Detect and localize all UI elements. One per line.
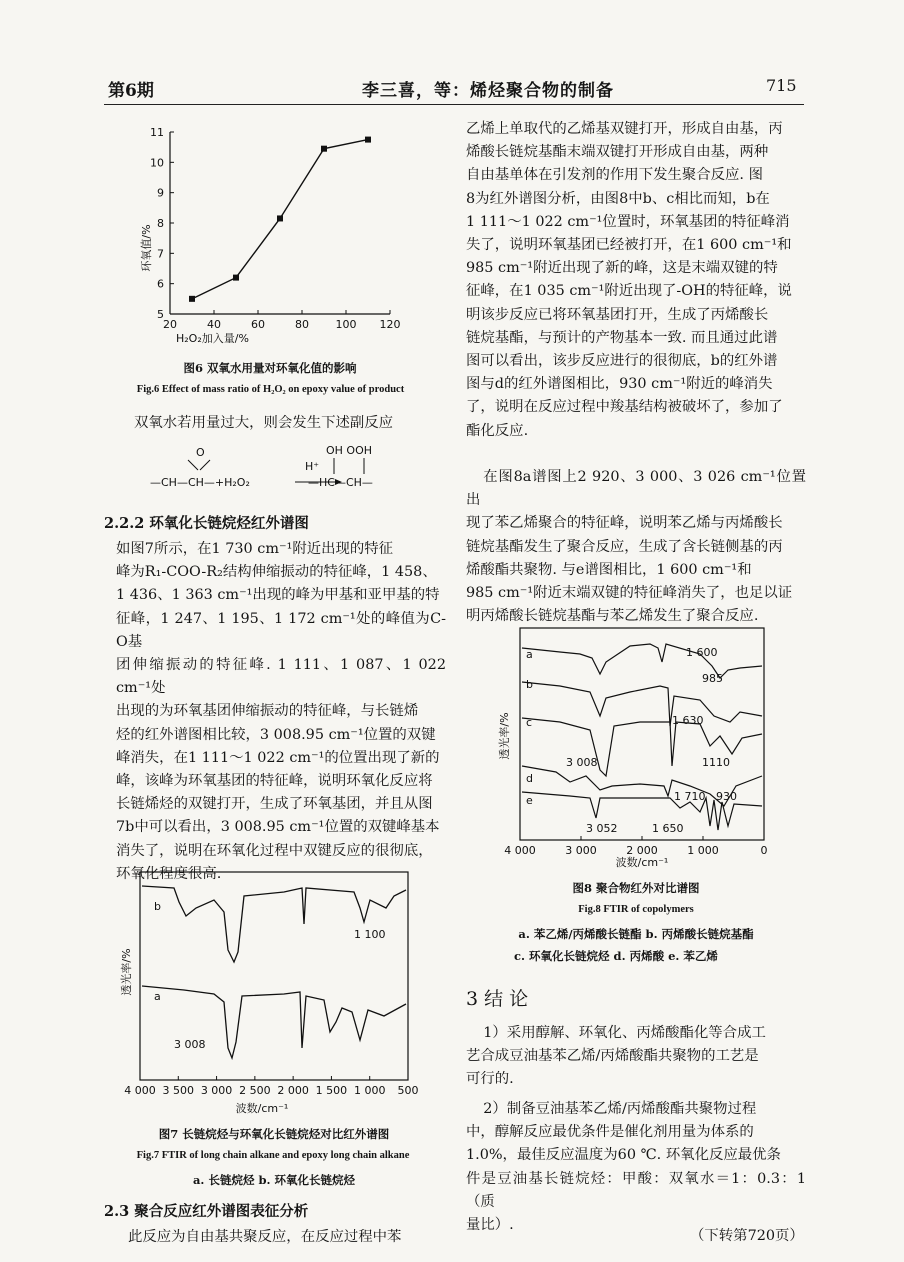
fig7-xtick-label: 2 000 [277,1084,309,1097]
text-line: 8为红外谱图分析，由图8中b、c相比而知，b在 [466,190,770,207]
product-oh-ooh: OH OOH [326,444,373,457]
fig7-xtick-label: 4 000 [124,1084,156,1097]
text-line: 团伸缩振动的特征峰. 1 111、1 087、1 022 cm⁻¹处 [116,657,446,697]
text-line: 在图8a谱图上2 920、3 000、3 026 cm⁻¹位置出 [466,469,806,509]
fig8-xtick-label: 0 [760,844,768,857]
fig6-ylabel: 环氧值/% [140,224,153,272]
fig8-spectrum-b [522,682,762,726]
text-line: 链烷基酯，与预计的产物基本一致. 而且通过此谱 [466,329,778,346]
reaction-scheme [150,440,470,500]
right-paragraph-1 [466,118,806,443]
fig6-xtick-label: 40 [207,318,221,331]
section-3-heading: 3 结 论 [466,988,529,1010]
text-line: 2）制备豆油基苯乙烯/丙烯酸酯共聚物过程 [483,1101,757,1117]
reaction-rhs: —HC—CH— [308,476,373,489]
fig6-ytick-label: 5 [157,308,164,321]
text-line: 峰消失，在1 111～1 022 cm⁻¹的位置出现了新的 [116,749,440,766]
text-line: 消失了，说明在环氧化过程中双键反应的很彻底， [116,842,433,859]
fig6-ytick-label: 6 [157,277,164,291]
epoxy-oxygen: O [196,446,205,459]
fig8-ann-3008: 3 008 [566,756,598,769]
section-2-3-heading: 2.3 聚合反应红外谱图表征分析 [104,1203,309,1220]
fig8-label-a: a [526,648,533,661]
fig6-data-point [189,296,195,302]
fig8-ann-1600: 1 600 [686,646,718,659]
text-line: 现了苯乙烯聚合的特征峰，说明苯乙烯与丙烯酸长 [466,515,783,532]
text-line: 了，说明在反应过程中羧基结构被破坏了，参加了 [466,399,783,416]
text-line: 1 436、1 363 cm⁻¹出现的峰为甲基和亚甲基的特 [116,587,440,604]
fig7-spectrum-b [142,886,406,962]
fig7-ann-3008: 3 008 [174,1038,206,1051]
conclusion-1 [466,1022,806,1092]
fig8-xtick-label: 2 000 [626,844,658,857]
fig7-label-a: a [154,990,161,1003]
fig6-xtick-label: 20 [163,318,177,331]
fig6-ytick-label: 9 [157,186,164,200]
text-line: 峰为R₁-COO-R₂结构伸缩振动的特征峰，1 458、 [116,564,437,581]
text-line: 烯酸酯共聚物. 与e谱图相比，1 600 cm⁻¹和 [466,561,752,578]
fig8-label-c: c [526,716,533,729]
fig7-caption-sub: a. 长链烷烃 b. 环氧化长链烷烃 [192,1173,355,1187]
text-line: 明该步反应已将环氧基团打开，生成了丙烯酸长 [466,306,769,323]
fig6-data-point [365,137,371,143]
fig7-xtick-label: 3 500 [162,1084,195,1097]
text-line: 酯化反应. [466,422,529,439]
fig7-chart [120,872,424,1115]
fig8-xtick-label: 4 000 [504,844,536,857]
fig8-label-d: d [526,772,533,785]
fig8-xtick-label: 3 000 [565,844,597,857]
text-line: 自由基单体在引发剂的作用下发生聚合反应. 图 [466,167,763,184]
fig7-xtick-label: 500 [397,1084,419,1097]
fig8-xtick-label: 1 000 [687,844,719,857]
text-line: 985 cm⁻¹附近末端双键的特征峰消失了，也足以证 [466,585,793,602]
fig8-ylabel: 透光率/% [498,712,511,760]
reaction-catalyst: H⁺ [305,460,320,473]
running-title: 李三喜，等：烯烃聚合物的制备 [362,81,614,101]
fig8-ann-1630: 1 630 [672,714,704,727]
fig7-xtick-label: 3 000 [200,1084,233,1097]
text-line: 量比）. [466,1217,514,1234]
text-line: 环氧化程度很高. [116,865,222,882]
text-line: 985 cm⁻¹附近出现了新的峰，这是末端双键的特 [466,260,778,277]
text-line: 1.0%，最佳反应温度为60 ℃. 环氧化反应最优条 [466,1147,781,1164]
fig7-xtick-label: 1 500 [315,1084,348,1097]
fig7-xtick-label: 2 500 [239,1084,271,1097]
continued-note: （下转第720页） [690,1228,804,1244]
fig7-ylabel: 透光率/% [120,948,133,996]
text-line: 峰，该峰为环氧基团的特征峰，说明环氧化反应将 [116,773,433,790]
fig8-ann-1710: 1 710 [674,790,706,803]
fig8-ann-1110: 1110 [702,756,730,769]
text-line: 征峰，在1 035 cm⁻¹附近出现了-OH的特征峰，说 [466,283,792,300]
journal-issue: 第6期 [108,81,154,101]
fig7-xtick-label: 1 000 [353,1084,386,1097]
text-line: 链烷基酯发生了聚合反应，生成了含长链侧基的丙 [466,538,783,555]
text-line: 如图7所示，在1 730 cm⁻¹附近出现的特征 [116,541,394,557]
text-line: 艺合成豆油基苯乙烯/丙烯酸酯共聚物的工艺是 [466,1048,759,1065]
fig6-caption-en: Fig.6 Effect of mass ratio of H₂O₂ on epoxy value of product [136,384,405,395]
fig8-caption-cn: 图8 聚合物红外对比谱图 [572,881,700,895]
fig8-label-b: b [526,678,533,691]
fig6-data-point [233,275,239,281]
text-line: 失了，说明环氧基团已经被打开，在1 600 cm⁻¹和 [466,237,792,254]
text-line: 乙烯上单取代的乙烯基双键打开，形成自由基，丙 [466,121,783,137]
fig7-caption-en: Fig.7 FTIR of long chain alkane and epoxy long chain alkane [136,1150,410,1161]
section-2-2-2-heading: 2.2.2 环氧化长链烷烃红外谱图 [104,515,309,532]
text-line: 7b中可以看出，3 008.95 cm⁻¹位置的双键峰基本 [116,819,440,836]
text-line: 出现的为环氧基团伸缩振动的特征峰，与长链烯 [116,703,419,720]
fig8-spectrum-a [522,644,762,678]
fig7-caption-cn: 图7 长链烷烃与环氧化长链烷烃对比红外谱图 [158,1127,390,1141]
fig6-xtick-label: 100 [335,318,357,331]
fig6-data-point [321,146,327,152]
fig8-legend-2: c. 环氧化长链烷烃 d. 丙烯酸 e. 苯乙烯 [514,949,718,963]
fig7-xlabel: 波数/cm⁻¹ [235,1102,289,1115]
section-2-3-body: 此反应为自由基共聚反应，在反应过程中苯 [128,1229,402,1245]
text-line: 烃的红外谱图相比较，3 008.95 cm⁻¹位置的双键 [116,726,436,743]
fig6-caption-cn: 图6 双氧水用量对环氧化值的影响 [183,361,357,375]
fig6-xlabel: H₂O₂加入量/% [176,332,249,345]
conclusion-2 [466,1098,806,1237]
section-2-2-2-body [116,538,446,886]
fig8-ann-1650: 1 650 [652,822,684,835]
fig6-data-point [277,215,283,221]
text-line: 征峰，1 247、1 195、1 172 cm⁻¹处的峰值为C-O基 [116,610,446,650]
text-line: 可行的. [466,1071,514,1088]
fig6-ytick-label: 7 [157,247,164,261]
text-line: 1）采用醇解、环氧化、丙烯酸酯化等合成工 [483,1025,766,1041]
header-rule [104,104,804,105]
fig6-xtick-label: 60 [251,318,265,331]
fig6-xtick-label: 120 [379,318,401,331]
fig8-ann-930: 930 [716,790,737,803]
fig6-ytick-label: 11 [150,126,164,139]
fig8-label-e: e [526,794,533,807]
text-line: 1 111～1 022 cm⁻¹位置时，环氧基团的特征峰消 [466,213,790,230]
fig6-ytick-label: 10 [150,156,164,170]
fig8-xlabel: 波数/cm⁻¹ [615,856,669,869]
fig8-ann-985: 985 [702,672,723,685]
fig6-xtick-label: 80 [295,318,309,331]
fig6-ytick-label: 8 [157,217,164,230]
side-reaction-text: 双氧水若用量过大，则会发生下述副反应 [134,415,394,431]
text-line: 中，醇解反应最优条件是催化剂用量为体系的 [466,1124,754,1141]
text-line: 件是豆油基长链烷烃：甲酸：双氧水＝1：0.3：1（质 [466,1170,806,1210]
page-number: 715 [766,76,797,95]
fig8-caption-en: Fig.8 FTIR of copolymers [578,904,694,915]
text-line: 烯酸长链烷基酯末端双键打开形成自由基，两种 [466,144,769,161]
reaction-lhs: —CH—CH—+H₂O₂ [150,476,250,489]
text-line: 明丙烯酸长链烷基酯与苯乙烯发生了聚合反应. [466,608,759,625]
text-line: 长链烯烃的双键打开，生成了环氧基团，并且从图 [116,796,433,813]
fig7-ann-1100: 1 100 [354,928,386,941]
fig8-chart [498,626,770,869]
fig8-legend-1: a. 苯乙烯/丙烯酸长链酯 b. 丙烯酸长链烷基酯 [518,927,754,941]
text-line: 图可以看出，该步反应进行的很彻底，b的红外谱 [466,353,778,370]
fig7-label-b: b [154,900,161,913]
fig8-ann-3052: 3 052 [586,822,618,835]
text-line: 图与d的红外谱图相比，930 cm⁻¹附近的峰消失 [466,376,773,393]
fig6-chart [120,118,430,353]
right-paragraph-2 [466,466,806,628]
